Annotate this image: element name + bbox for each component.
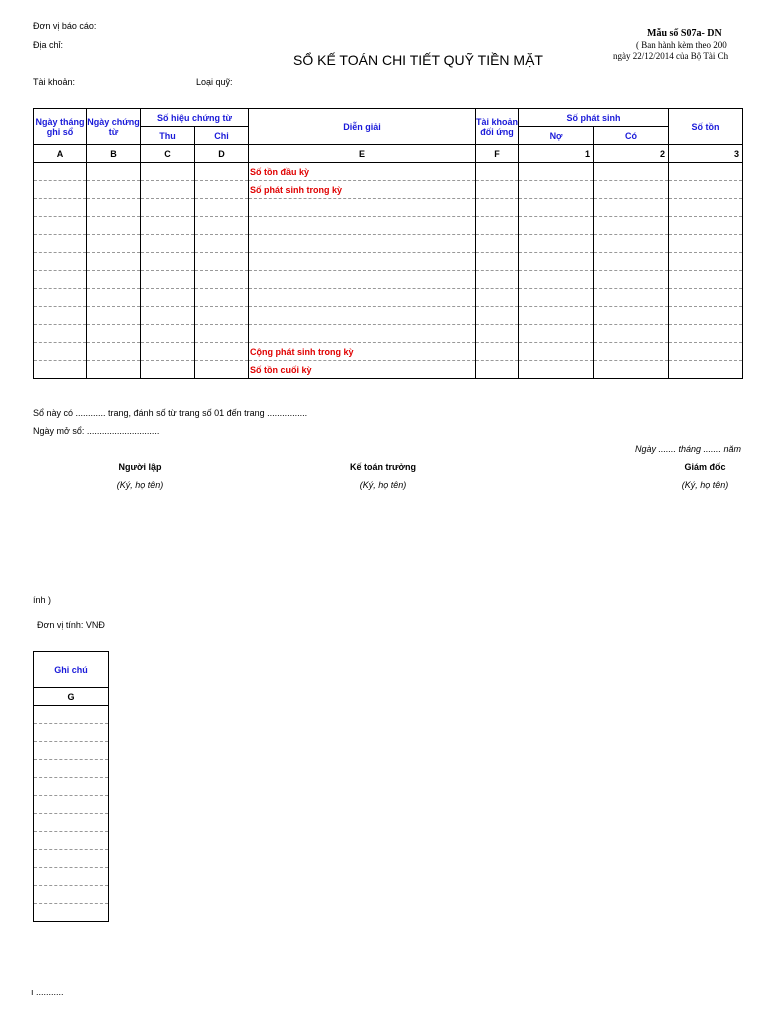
table-row (34, 217, 743, 235)
table-row (34, 760, 109, 778)
table-row (34, 904, 109, 922)
header-date-document: Ngày chứng từ (87, 109, 141, 145)
table-row (34, 271, 743, 289)
notes-table (33, 651, 109, 922)
chief-accountant-title: Kế toán trưởng (350, 462, 416, 472)
chief-accountant-sign-note: (Ký, họ tên) (359, 480, 407, 490)
table-row (34, 253, 743, 271)
header-credit: Có (594, 127, 669, 145)
table-row (34, 832, 109, 850)
code-cell: B (87, 145, 141, 163)
table-row (34, 886, 109, 904)
table-row (34, 796, 109, 814)
table-row (34, 343, 743, 361)
table-row (34, 181, 743, 199)
table-row (34, 742, 109, 760)
table-row (34, 307, 743, 325)
page-count-line: Sổ này có ............ trang, đánh số từ trang số 01 đến trang ................ (33, 408, 308, 418)
address-label: Địa chỉ: (33, 40, 64, 50)
header-debit: Nợ (519, 127, 594, 145)
code-cell: E (249, 145, 476, 163)
reporting-unit-label: Đơn vị báo cáo: (33, 21, 97, 31)
code-cell: A (34, 145, 87, 163)
code-cell: 3 (669, 145, 743, 163)
table-row (34, 361, 743, 379)
page-title: SỔ KẾ TOÁN CHI TIẾT QUỸ TIỀN MẶT (293, 52, 543, 68)
header-receipt: Thu (141, 127, 195, 145)
notes-code: G (34, 688, 109, 706)
director-title: Giám đốc (684, 462, 726, 472)
fund-type-label: Loại quỹ: (196, 77, 233, 87)
table-row (34, 163, 743, 181)
currency-unit: Đơn vị tính: VNĐ (37, 620, 105, 630)
table-row (34, 724, 109, 742)
code-cell: C (141, 145, 195, 163)
code-cell: 1 (519, 145, 594, 163)
header-payment: Chi (195, 127, 249, 145)
table-row (34, 868, 109, 886)
header-arising: Số phát sinh (519, 109, 669, 127)
header-date-record: Ngày tháng ghi sổ (34, 109, 87, 145)
preparer-sign-note: (Ký, họ tên) (116, 480, 164, 490)
code-cell: D (195, 145, 249, 163)
issued-line-2: ngày 22/12/2014 của Bộ Tài Ch (613, 51, 729, 61)
preparer-title: Người lập (118, 462, 162, 472)
notes-header: Ghi chú (34, 652, 109, 688)
issued-line-1: ( Ban hành kèm theo 200 (636, 40, 727, 50)
code-cell: 2 (594, 145, 669, 163)
opening-balance-label: Số tồn đầu kỳ (249, 163, 476, 181)
director-sign-note: (Ký, họ tên) (681, 480, 729, 490)
table-row (34, 235, 743, 253)
table-row (34, 778, 109, 796)
open-date-line: Ngày mở sổ: ............................. (33, 426, 160, 436)
code-cell: F (476, 145, 519, 163)
account-label: Tài khoản: (33, 77, 76, 87)
date-line: Ngày ....... tháng ....... năm (635, 444, 742, 454)
table-row (34, 289, 743, 307)
table-row (34, 199, 743, 217)
table-row (34, 814, 109, 832)
header-balance: Số tồn (669, 109, 743, 145)
header-document-number: Số hiệu chứng từ (141, 109, 249, 127)
table-row (34, 850, 109, 868)
header-counter-account: Tài khoản đối ứng (476, 109, 519, 145)
total-arising-label: Cộng phát sinh trong kỳ (249, 343, 476, 361)
table-row (34, 706, 109, 724)
cash-ledger-table (33, 108, 743, 379)
overflow-fragment: ính ) (33, 595, 52, 605)
header-description: Diễn giải (249, 109, 476, 145)
form-number: Mẫu số S07a- DN (647, 28, 722, 39)
closing-balance-label: Số tồn cuối kỳ (249, 361, 476, 379)
table-row (34, 325, 743, 343)
bottom-fragment: ı ........... (31, 987, 64, 997)
period-arising-label: Số phát sinh trong kỳ (249, 181, 476, 199)
